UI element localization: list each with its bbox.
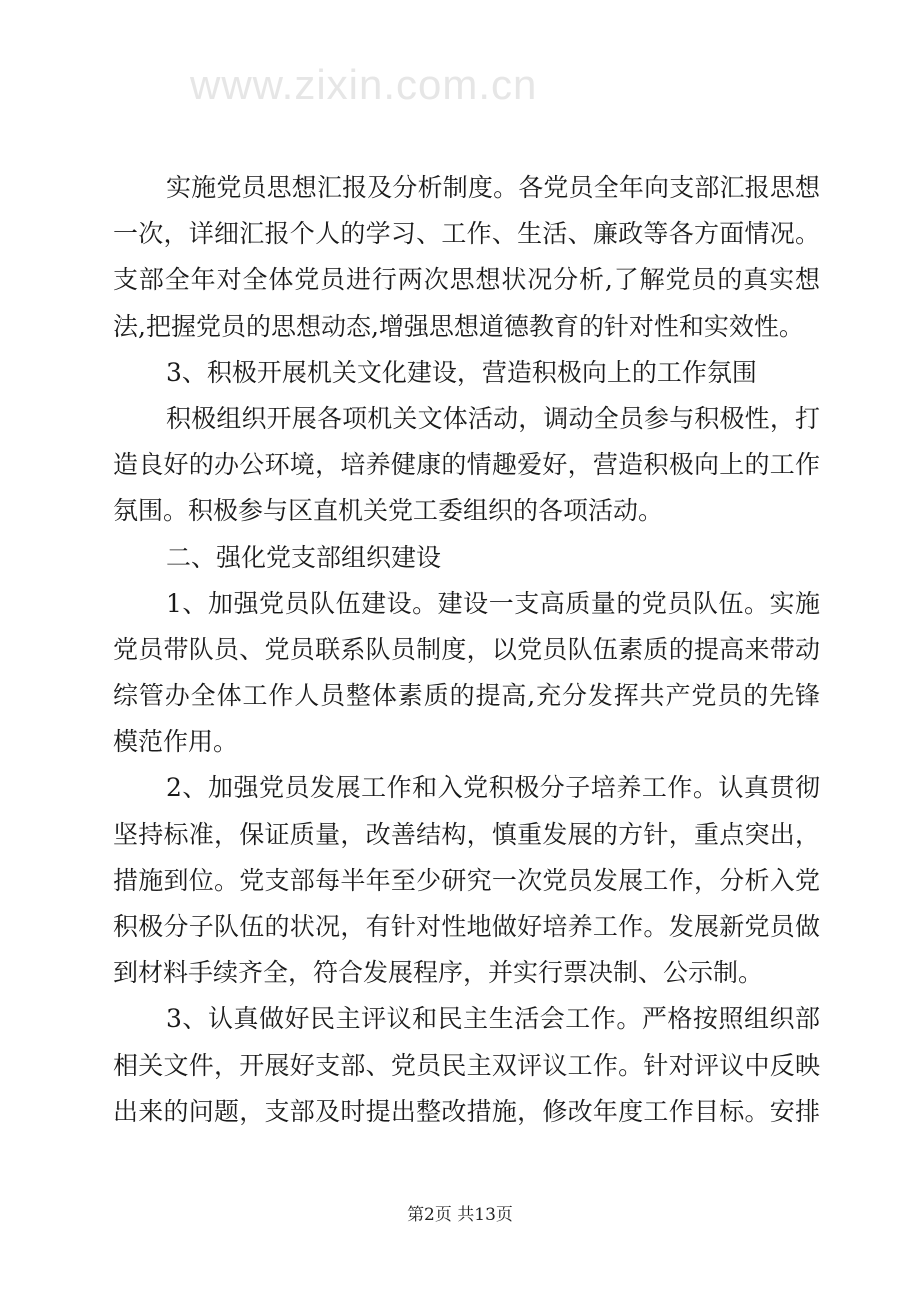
- text-line: 措施到位。党支部每半年至少研究一次党员发展工作，分析入党: [113, 865, 820, 895]
- text-line: 3、积极开展机关文化建设，营造积极向上的工作氛围: [166, 357, 757, 387]
- text-line: 造良好的办公环境，培养健康的情趣爱好，营造积极向上的工作: [113, 450, 820, 480]
- text-line: 实施党员思想汇报及分析制度。各党员全年向支部汇报思想: [166, 173, 820, 202]
- document-body: [113, 165, 820, 1135]
- text-line: 坚持标准，保证质量，改善结构，慎重发展的方针，重点突出，: [113, 819, 820, 849]
- text-line: 二、强化党支部组织建设: [166, 542, 442, 572]
- text-line: 出来的问题，支部及时提出整改措施，修改年度工作目标。安排: [113, 1096, 820, 1126]
- paragraph: [113, 996, 820, 1135]
- text-line: 综管办全体工作人员整体素质的提高,充分发挥共产党员的先锋: [113, 681, 820, 711]
- paragraph: [113, 765, 820, 996]
- watermark: www.zixin.com.cn: [190, 61, 538, 108]
- text-line: 2、加强党员发展工作和入党积极分子培养工作。认真贯彻: [166, 773, 820, 803]
- text-line: 氛围。积极参与区直机关党工委组织的各项活动。: [113, 496, 664, 526]
- text-line: 模范作用。: [113, 727, 239, 757]
- paragraph: [113, 535, 820, 581]
- text-line: 相关文件，开展好支部、党员民主双评议工作。针对评议中反映: [113, 1050, 820, 1080]
- text-line: 3、认真做好民主评议和民主生活会工作。严格按照组织部: [166, 1004, 820, 1034]
- text-line: 一次，详细汇报个人的学习、工作、生活、廉政等各方面情况。: [113, 219, 820, 249]
- text-line: 积极组织开展各项机关文体活动，调动全员参与积极性，打: [166, 403, 820, 433]
- text-line: 1、加强党员队伍建设。建设一支高质量的党员队伍。实施: [166, 588, 820, 618]
- paragraph: [113, 165, 820, 350]
- paragraph: [113, 581, 820, 766]
- page-footer: 第2页 共13页: [407, 1205, 513, 1225]
- text-line: 法,把握党员的思想动态,增强思想道德教育的针对性和实效性。: [113, 311, 804, 341]
- paragraph: [113, 350, 820, 396]
- text-line: 支部全年对全体党员进行两次思想状况分析,了解党员的真实想: [113, 265, 820, 295]
- text-line: 到材料手续齐全，符合发展程序，并实行票决制、公示制。: [113, 958, 764, 988]
- text-line: 党员带队员、党员联系队员制度，以党员队伍素质的提高来带动: [113, 634, 820, 664]
- paragraph: [113, 396, 820, 535]
- text-line: 积极分子队伍的状况，有针对性地做好培养工作。发展新党员做: [113, 912, 820, 941]
